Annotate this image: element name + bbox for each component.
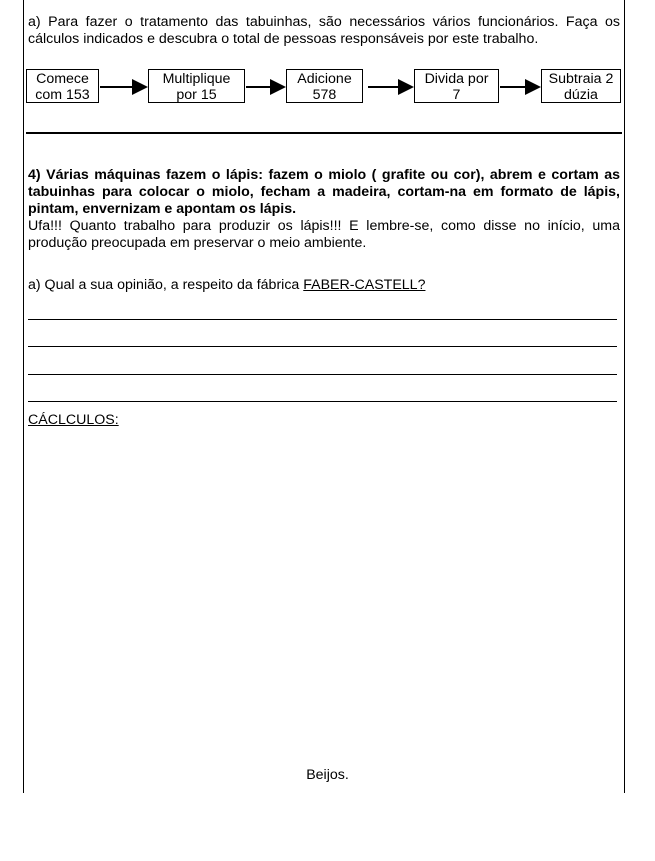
question-4-normal-text: Ufa!!! Quanto trabalho para produzir os lápis!!! E lembre-se, como disse no início, uma produção preocupada em preservar o meio ambiente. (28, 218, 620, 251)
question-a (28, 277, 425, 293)
question-4 (28, 167, 620, 252)
section-divider (26, 132, 622, 134)
flow-step-4-line1: Divida por (424, 71, 489, 87)
answer-line-2[interactable] (28, 346, 617, 347)
question-a-brand: FABER-CASTELL? (303, 277, 426, 293)
flow-step-2-line1: Multiplique (162, 71, 231, 87)
closing-text: Beijos. (306, 767, 349, 783)
flow-arrows (0, 0, 655, 140)
flow-step-4-line2: 7 (452, 87, 461, 103)
question-4-bold-text: 4) Várias máquinas fazem o lápis: fazem o miolo ( grafite ou cor), abrem e cortam as tabuinhas para colocar o miolo, fecham a madeira, cortam-na em formato de lápis, pintam, envernizam e apontam os lápis. (28, 167, 620, 217)
answer-line-1[interactable] (28, 319, 617, 320)
flow-step-5-line1: Subtraia 2 (548, 71, 614, 87)
flow-step-1-line1: Comece (36, 71, 89, 87)
flow-step-3-line2: 578 (312, 87, 337, 103)
answer-line-4[interactable] (28, 401, 617, 402)
question-a-prefix: a) Qual a sua opinião, a respeito da fábrica (28, 277, 304, 293)
answer-line-3[interactable] (28, 374, 617, 375)
calculations-label: CÁCLCULOS: (28, 412, 119, 428)
flow-step-1-line2: com 153 (35, 87, 90, 103)
item-a-text: a) Para fazer o tratamento das tabuinhas, são necessários vários funcionários. Faça os cálculos indicados e descubra o total de pessoas responsáveis por este trabalho. (28, 14, 620, 47)
flow-step-3-line1: Adicione (297, 71, 352, 87)
flow-step-2-line2: por 15 (176, 87, 217, 103)
flow-step-5-line2: dúzia (564, 87, 598, 103)
